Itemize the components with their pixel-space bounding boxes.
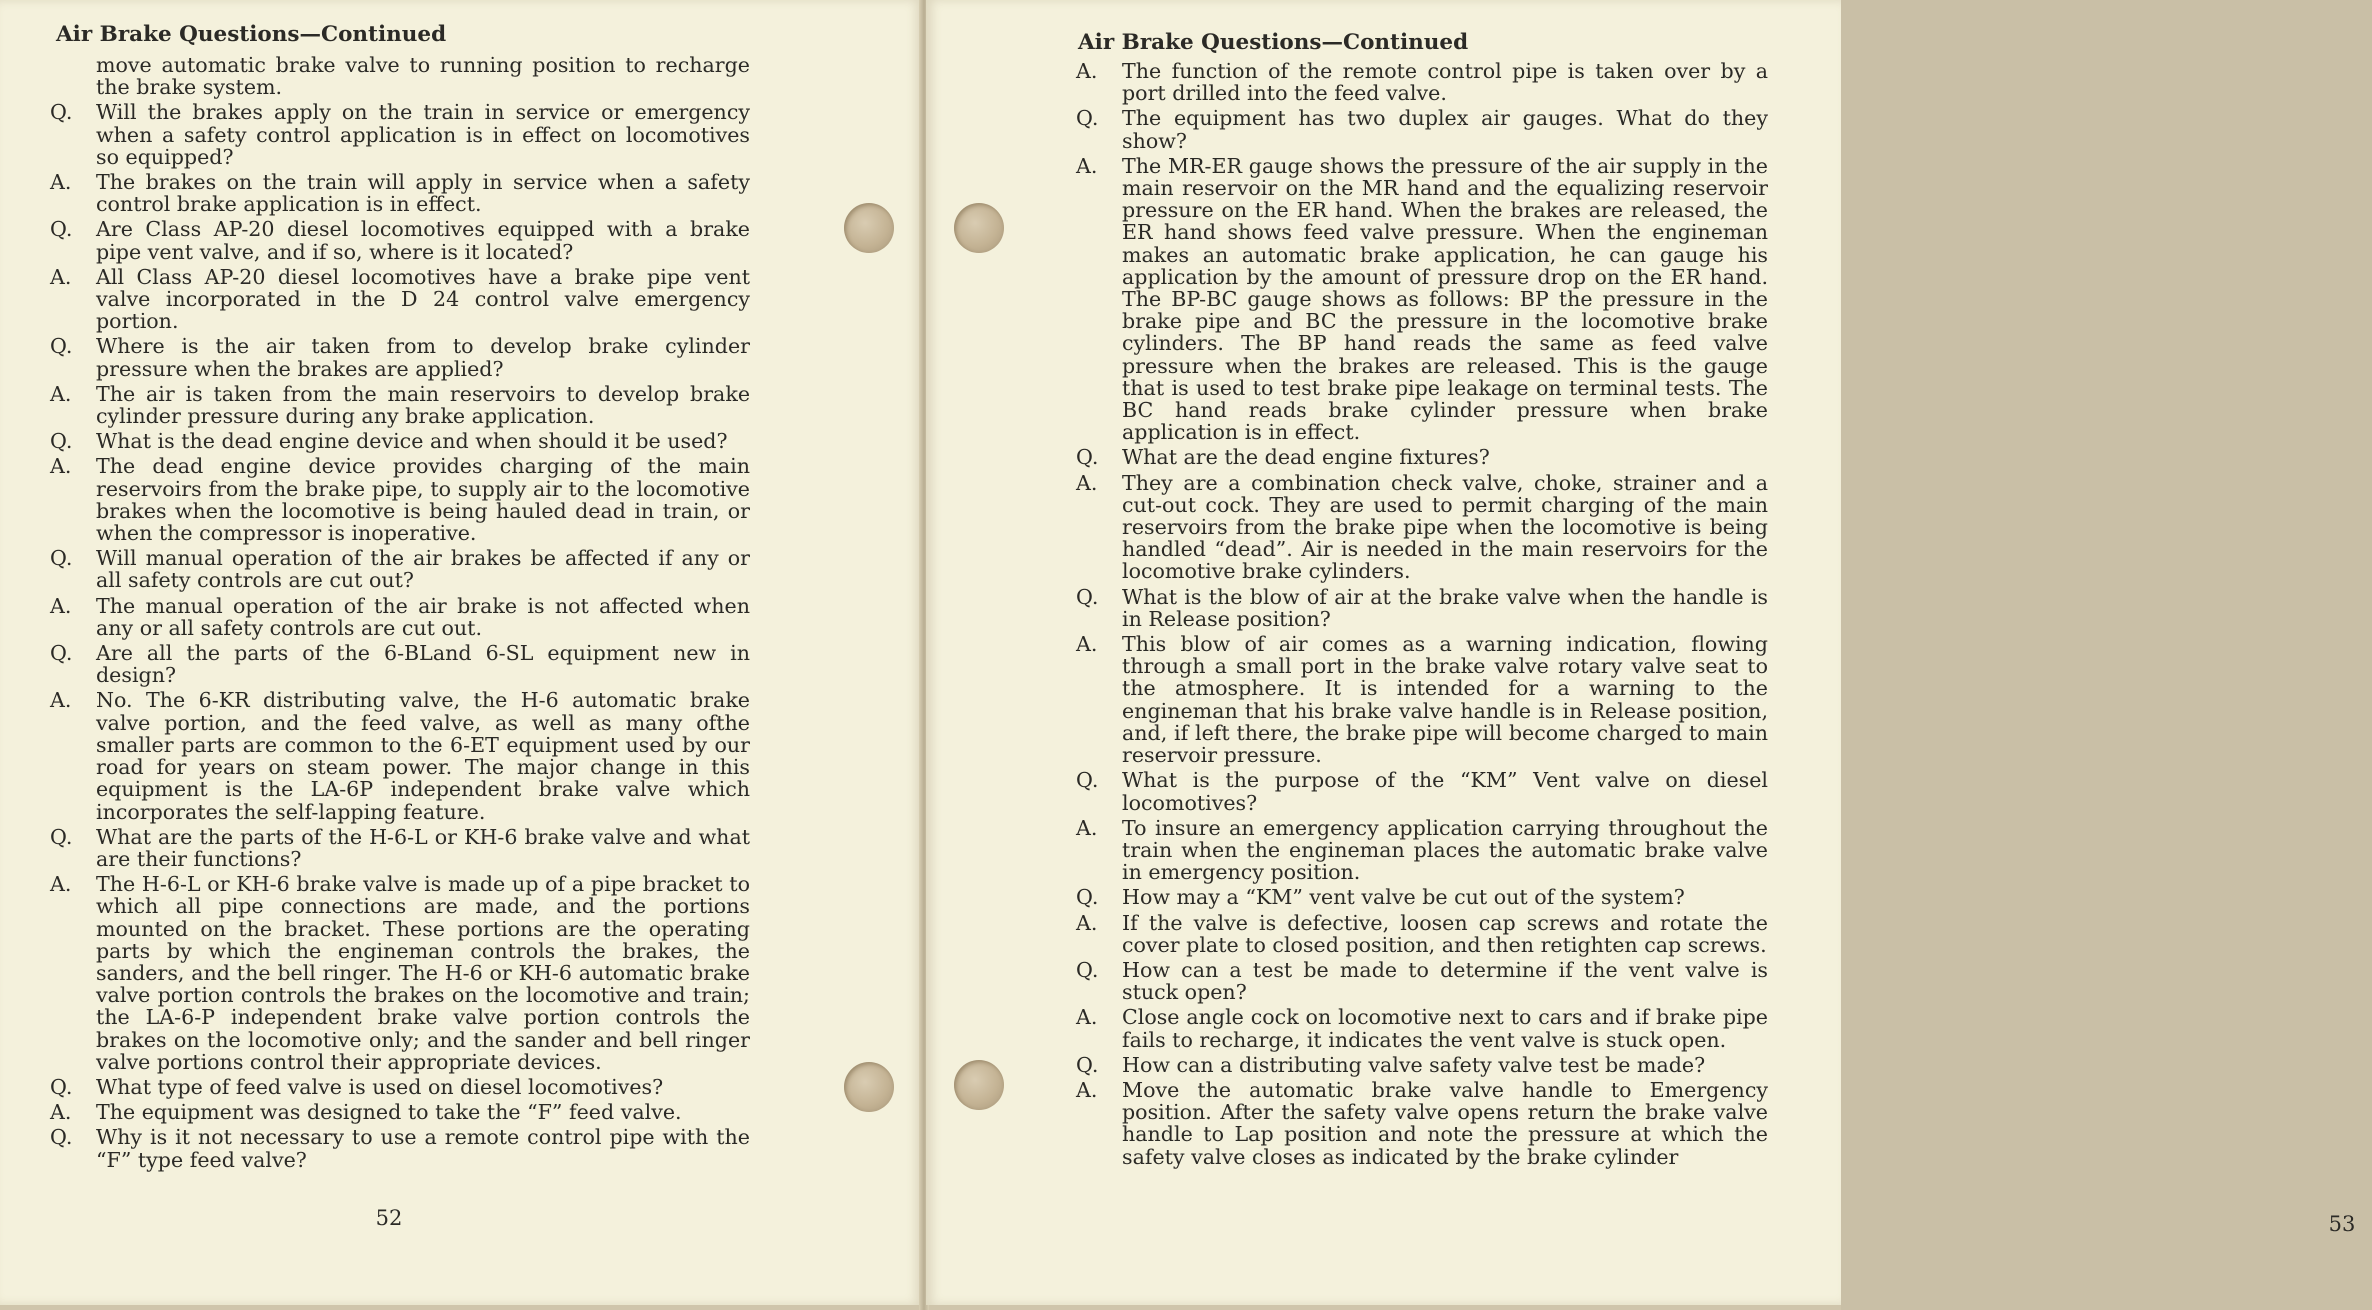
entry-text: What is the purpose of the “KM” Vent valve on diesel locomotives? xyxy=(1122,768,1768,815)
question-entry xyxy=(50,218,750,262)
entry-label: Q. xyxy=(50,334,73,359)
entry-label: Q. xyxy=(1076,106,1099,131)
page-header: Air Brake Questions—Continued xyxy=(56,22,447,47)
entry-label: A. xyxy=(50,688,72,713)
entry-label: A. xyxy=(50,170,72,195)
entry-label: Q. xyxy=(1076,957,1099,982)
answer-entry xyxy=(1076,817,1768,884)
right-page xyxy=(926,0,2356,1305)
page-number: 53 xyxy=(2328,1212,2356,1236)
entry-text: The function of the remote control pipe is taken over by a port drilled into the feed valve. xyxy=(1122,59,1768,106)
question-entry xyxy=(1076,886,1768,908)
entry-text: The air is taken from the main reservoirs to develop brake cylinder pressure during any brake application. xyxy=(96,381,750,429)
entry-label: A. xyxy=(50,454,72,479)
entry-label: A. xyxy=(1076,1005,1098,1030)
question-entry xyxy=(50,1126,750,1170)
binder-hole xyxy=(844,1062,894,1112)
question-entry xyxy=(50,826,750,870)
answer-entry xyxy=(1076,1079,1768,1168)
entry-label: Q. xyxy=(50,546,73,571)
entry-text: Will the brakes apply on the train in service or emergency when a safety control application is in effect on locomotives so equipped? xyxy=(96,100,750,169)
question-entry xyxy=(1076,446,1768,468)
entry-label: Q. xyxy=(1076,445,1099,470)
entry-label: Q. xyxy=(50,1074,73,1099)
entry-label: Q. xyxy=(50,217,73,242)
entry-text: How can a test be made to determine if the vent valve is stuck open? xyxy=(1122,957,1768,1005)
entry-text: All Class AP-20 diesel locomotives have a brake pipe vent valve incorporated in the D 24 control valve emergency portion. xyxy=(96,264,750,334)
answer-entry xyxy=(1076,60,1768,104)
entry-text: Are all the parts of the 6-BLand 6-SL equipment new in design? xyxy=(96,641,750,688)
question-entry xyxy=(50,335,750,379)
entry-text: How may a “KM” vent valve be cut out of the system? xyxy=(1122,885,1685,910)
entry-label: Q. xyxy=(50,100,73,125)
qa-list xyxy=(50,54,750,1174)
answer-entry xyxy=(50,1101,750,1123)
left-page xyxy=(0,0,922,1305)
answer-entry xyxy=(1076,472,1768,583)
entry-text: Why is it not necessary to use a remote control pipe with the “F” type feed valve? xyxy=(96,1125,750,1172)
entry-text: They are a combination check valve, choke, strainer and a cut-out cock. They are used to permit charging of the main reservoirs from the brake pipe when the locomotive is being handled “dead”. Air is needed in the main reservoirs for the locomotive brake cylinders. xyxy=(1122,470,1768,584)
answer-entry xyxy=(50,595,750,639)
entry-label: Q. xyxy=(50,429,73,454)
entry-label: Q. xyxy=(50,641,73,666)
entry-text: How can a distributing valve safety valve test be made? xyxy=(1122,1052,1706,1077)
entry-label: A. xyxy=(1076,1077,1098,1102)
question-entry xyxy=(50,547,750,591)
entry-text: Are Class AP-20 diesel locomotives equipped with a brake pipe vent valve, and if so, where is it located? xyxy=(96,217,750,264)
entry-label: A. xyxy=(50,872,72,897)
question-entry xyxy=(1076,107,1768,151)
question-entry xyxy=(50,101,750,168)
entry-text: The equipment was designed to take the “F” feed valve. xyxy=(96,1100,682,1125)
entry-label: A. xyxy=(1076,815,1098,840)
answer-entry xyxy=(50,689,750,822)
entry-text: What is the blow of air at the brake valve when the handle is in Release position? xyxy=(1122,584,1768,631)
question-entry xyxy=(1076,1054,1768,1076)
entry-label: Q. xyxy=(50,824,73,849)
entry-text: No. The 6-KR distributing valve, the H-6 automatic brake valve portion, and the feed valve, as well as many ofthe smaller parts are common to the 6-ET equipment used by our road for years on steam power. The major change in this equipment is the LA-6P independent brake valve which incorporates the self-lapping feature. xyxy=(96,688,750,824)
entry-text: The dead engine device provides charging of the main reservoirs from the brake pipe, to supply air to the locomotive brakes when the locomotive is being hauled dead in train, or when the compressor is inoperative. xyxy=(96,454,750,546)
entry-label: A. xyxy=(50,381,72,406)
entry-label: A. xyxy=(50,264,72,289)
page-header: Air Brake Questions—Continued xyxy=(1078,30,1469,55)
entry-text: This blow of air comes as a warning indication, flowing through a small port in the brake valve rotary valve seat to the atmosphere. It is intended for a warning to the engineman that his brake valve handle is in Release position, and, if left there, the brake pipe will become charged to main reservoir pressure. xyxy=(1122,632,1768,768)
answer-entry xyxy=(1076,912,1768,956)
entry-text: Where is the air taken from to develop brake cylinder pressure when the brakes are applied? xyxy=(96,334,750,381)
entry-text: The H-6-L or KH-6 brake valve is made up of a pipe bracket to which all pipe connections are made, and the portions mounted on the bracket. These portions are the operating parts by which the engineman controls the brakes, the sanders, and the bell ringer. The H-6 or KH-6 automatic brake valve portion controls the brakes on the locomotive and train; the LA-6-P independent brake valve portion controls the brakes on the locomotive only; and the sander and bell ringer valve portions control their appropriate devices. xyxy=(96,872,750,1074)
entry-text: The manual operation of the air brake is not affected when any or all safety controls are cut out. xyxy=(96,593,750,640)
answer-entry xyxy=(50,873,750,1073)
entry-label: A. xyxy=(1076,153,1098,178)
entry-label: A. xyxy=(50,1100,72,1125)
entry-label: A. xyxy=(50,593,72,618)
answer-entry xyxy=(50,455,750,544)
entry-label: Q. xyxy=(1076,768,1099,793)
entry-text: What are the parts of the H-6-L or KH-6 brake valve and what are their functions? xyxy=(96,824,750,871)
binder-hole xyxy=(954,203,1004,253)
page-number: 52 xyxy=(375,1206,403,1230)
qa-list xyxy=(1076,60,1768,1171)
entry-label: A. xyxy=(1076,910,1098,935)
entry-text: If the valve is defective, loosen cap screws and rotate the cover plate to closed position, and then retighten cap screws. xyxy=(1122,910,1768,957)
entry-label: Q. xyxy=(50,1125,73,1150)
answer-entry xyxy=(50,171,750,215)
entry-label: A. xyxy=(1076,470,1098,495)
entry-text: What is the dead engine device and when should it be used? xyxy=(96,429,728,454)
question-entry xyxy=(50,1076,750,1098)
answer-entry xyxy=(50,266,750,333)
entry-label: A. xyxy=(1076,632,1098,657)
entry-text: Will manual operation of the air brakes be affected if any or all safety controls are cut out? xyxy=(96,546,750,593)
binder-hole xyxy=(954,1060,1004,1110)
question-entry xyxy=(1076,769,1768,813)
continuation-text: move automatic brake valve to running position to recharge the brake system. xyxy=(96,53,750,100)
entry-text: Move the automatic brake valve handle to Emergency position. After the safety valve opens return the brake valve handle to Lap position and note the pressure at which the safety valve closes as indicated by the brake cylinder xyxy=(1122,1077,1768,1169)
question-entry xyxy=(50,430,750,452)
entry-text: What type of feed valve is used on diesel locomotives? xyxy=(96,1074,664,1099)
answer-entry xyxy=(1076,1006,1768,1050)
entry-label: A. xyxy=(1076,59,1098,83)
question-entry xyxy=(1076,586,1768,630)
answer-entry xyxy=(1076,155,1768,444)
entry-text: The MR-ER gauge shows the pressure of the air supply in the main reservoir on the MR hand and the equalizing reservoir pressure on the ER hand. When the brakes are released, the ER hand shows feed valve pressure. When the engineman makes an automatic brake application, he can gauge his application by the amount of pressure drop on the ER hand. The BP-BC gauge shows as follows: BP the pressure in the brake pipe and BC the pressure in the locomotive brake cylinders. The BP hand reads the same as feed valve pressure when the brakes are released. This is the gauge that is used to test brake pipe leakage on terminal tests. The BC hand reads brake cylinder pressure when brake application is in effect. xyxy=(1122,153,1768,445)
entry-text: The brakes on the train will apply in service when a safety control brake application is in effect. xyxy=(96,170,750,217)
question-entry xyxy=(1076,959,1768,1003)
answer-entry xyxy=(50,383,750,427)
answer-entry xyxy=(1076,633,1768,766)
question-entry xyxy=(50,642,750,686)
entry-label: Q. xyxy=(1076,885,1099,910)
entry-text: To insure an emergency application carrying throughout the train when the engineman places the automatic brake valve in emergency position. xyxy=(1122,815,1768,885)
entry-label: Q. xyxy=(1076,584,1099,609)
entry-text: What are the dead engine fixtures? xyxy=(1122,445,1490,470)
binder-hole xyxy=(844,203,894,253)
entry-label: Q. xyxy=(1076,1052,1099,1077)
entry-text: Close angle cock on locomotive next to cars and if brake pipe fails to recharge, it indicates the vent valve is stuck open. xyxy=(1122,1005,1768,1052)
entry-text: The equipment has two duplex air gauges. What do they show? xyxy=(1122,106,1768,153)
